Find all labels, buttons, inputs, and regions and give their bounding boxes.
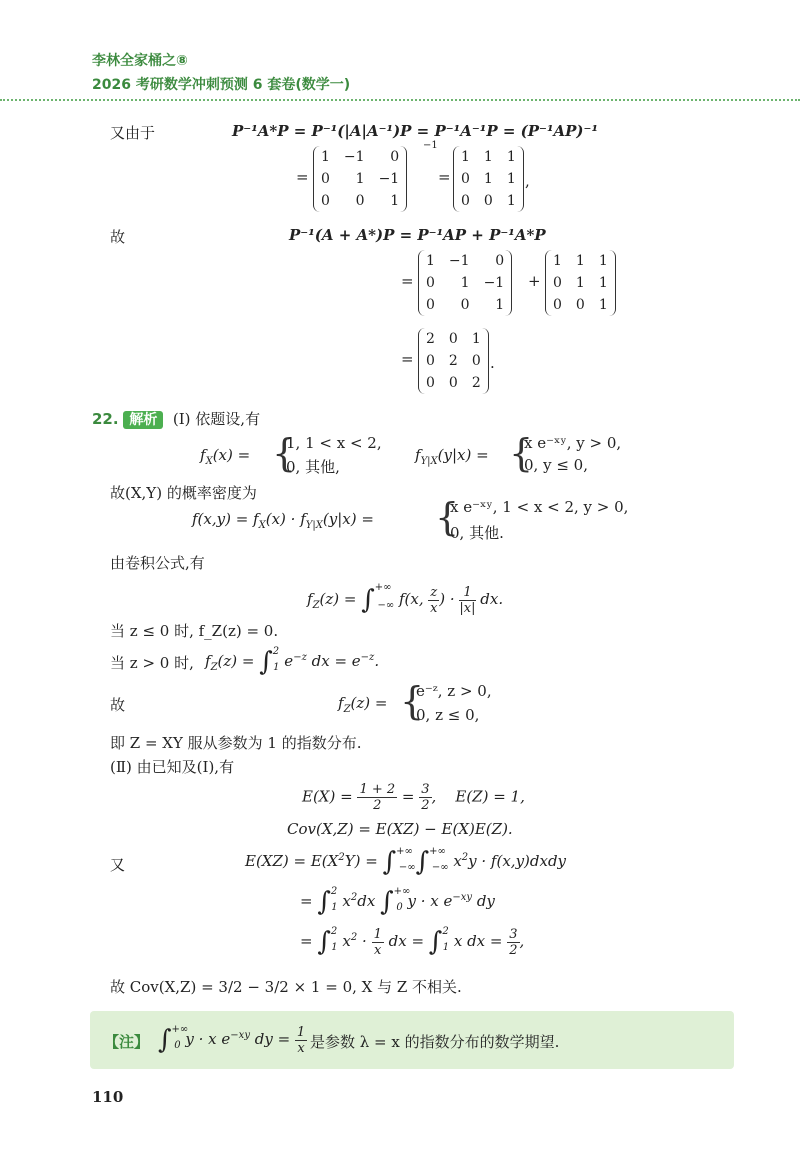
eq-line1: P⁻¹A*P = P⁻¹(|A|A⁻¹)P = P⁻¹A⁻¹P = (P⁻¹AP)⁻¹ xyxy=(232,122,599,140)
matrix-cell: 1 xyxy=(390,193,400,209)
matrix-cell: 0 xyxy=(355,193,365,209)
equals-sign: = xyxy=(296,168,309,186)
equals-sign: = xyxy=(401,272,414,290)
matrix-cell: 0 xyxy=(461,193,470,209)
equals-sign: = xyxy=(401,350,414,368)
fyx-case1: x e⁻ˣʸ, y > 0, xyxy=(524,434,622,452)
matrix-cell: −1 xyxy=(343,149,365,165)
matrix-cell: 0 xyxy=(321,193,330,209)
fz-case1: e⁻ᶻ, z > 0, xyxy=(416,682,492,700)
note-tag: 【注】 xyxy=(104,1033,150,1051)
matrix-row xyxy=(314,190,406,212)
label-gu: 故 xyxy=(110,228,126,246)
matrix-cell: 1 xyxy=(471,331,481,347)
matrix-cell: 1 xyxy=(483,149,493,165)
matrix-row xyxy=(454,190,523,212)
matrix-cell: 1 xyxy=(495,297,505,313)
matrix-cell: −1 xyxy=(448,253,470,269)
matrix-cell: 1 xyxy=(321,149,330,165)
fx-lhs: $f_X(x)$ = xyxy=(200,446,251,467)
matrix-cell: 0 xyxy=(483,193,493,209)
matrix-row xyxy=(419,250,511,272)
matrix-row xyxy=(419,272,511,294)
note-text: 是参数 λ = x 的指数分布的数学期望. xyxy=(310,1033,560,1051)
matrix-cell: 1 xyxy=(461,149,470,165)
matrix-row xyxy=(419,294,511,316)
matrix-cell: 1 xyxy=(598,275,608,291)
matrix-cell: 1 xyxy=(598,253,608,269)
matrix-cell: 0 xyxy=(575,297,585,313)
matrix-cell: 0 xyxy=(461,171,470,187)
note-formula: $\int^{+\infty}_0$ y · x $e^{-xy}$ dy = $\frac{1}{x}$ xyxy=(158,1024,306,1056)
label-you: 又 xyxy=(110,856,126,874)
z-gt0: 当 z > 0 时, xyxy=(110,654,194,672)
matrix-cell: 1 xyxy=(553,253,562,269)
fyx-case2: 0, y ≤ 0, xyxy=(524,456,588,474)
matrix-cell: 1 xyxy=(575,253,585,269)
z-gt0-integral: $f_Z(z) = \int^2_1$ $e^{-z}$ dx = $e^{-z}$. xyxy=(205,646,380,677)
matrix-row xyxy=(419,372,488,394)
label-you-yu: 又由于 xyxy=(110,124,156,142)
final-conclusion: 故 Cov(X,Z) = 3/2 − 3/2 × 1 = 0, X 与 Z 不相关. xyxy=(110,978,462,996)
inverse-matrix xyxy=(313,146,407,212)
series-title: 李林全家桶之⑧ xyxy=(92,53,188,69)
matrix-cell: 2 xyxy=(448,353,458,369)
result-matrix xyxy=(453,146,524,212)
cov-def: Cov(X,Z) = E(XZ) − E(X)E(Z). xyxy=(287,820,513,838)
matrix-cell: 0 xyxy=(495,253,505,269)
question-22-header xyxy=(92,408,260,429)
joint-intro: 故(X,Y) 的概率密度为 xyxy=(110,484,257,502)
matrix-row xyxy=(314,168,406,190)
matrix-cell: 1 xyxy=(483,171,493,187)
brace: { xyxy=(272,431,297,475)
matrix-cell: −1 xyxy=(483,275,505,291)
header-divider xyxy=(0,99,800,101)
question-number: 22. xyxy=(92,410,119,428)
matrix-row xyxy=(454,168,523,190)
analysis-tag: 解析 xyxy=(123,411,163,429)
joint-case2: 0, 其他. xyxy=(450,524,504,542)
exz-line1: $E(XZ) = E(X^2Y) = \int^{+\infty}_{-\infty}\int^{+\infty}_{-\infty}$ $x^2y$ · f(x,y)dxdy xyxy=(245,846,567,877)
matrix-cell: 2 xyxy=(471,375,481,391)
matrix-cell: 1 xyxy=(426,253,435,269)
matrix-cell: 0 xyxy=(426,275,435,291)
inverse-exponent: −1 xyxy=(423,140,438,151)
brace: { xyxy=(509,431,534,475)
matrix-cell: 0 xyxy=(448,375,458,391)
matrix-cell: 1 xyxy=(506,171,516,187)
sum-left-matrix xyxy=(418,250,512,316)
matrix-cell: 1 xyxy=(506,149,516,165)
fx-case1: 1, 1 < x < 2, xyxy=(286,434,382,452)
matrix-cell: 1 xyxy=(575,275,585,291)
joint-case1: x e⁻ˣʸ, 1 < x < 2, y > 0, xyxy=(450,498,629,516)
matrix-cell: 1 xyxy=(460,275,470,291)
matrix-cell: 0 xyxy=(426,375,435,391)
equals-sign: = xyxy=(438,168,451,186)
final-matrix xyxy=(418,328,489,394)
matrix-row xyxy=(454,146,523,168)
fyx-lhs: $f_{Y|X}(y|x)$ = xyxy=(415,446,489,467)
matrix-cell: 0 xyxy=(460,297,470,313)
matrix-cell: 0 xyxy=(553,297,562,313)
conv-intro: 由卷积公式,有 xyxy=(110,554,205,572)
matrix-cell: 0 xyxy=(390,149,400,165)
period: . xyxy=(490,354,495,372)
plus-sign: + xyxy=(528,272,541,290)
eq-line2: P⁻¹(A + A*)P = P⁻¹AP + P⁻¹A*P xyxy=(289,226,546,244)
sum-right-matrix xyxy=(545,250,616,316)
joint-lhs: $f(x,y) = f_X(x) \cdot f_{Y|X}(y|x)$ = xyxy=(192,510,374,531)
matrix-cell: 0 xyxy=(426,297,435,313)
exz-line3: = ∫$^2_1$ $x^2$ · $\frac{1}{x}$ dx = ∫$^2_1$ x dx = $\frac{3}{2}$ , xyxy=(300,926,525,958)
matrix-cell: 0 xyxy=(553,275,562,291)
conclusion-1: 即 Z = XY 服从参数为 1 的指数分布. xyxy=(110,734,362,752)
part1-intro: (Ⅰ) 依题设,有 xyxy=(172,410,261,428)
exz-line2: = ∫$^2_1$ $x^2dx$ $\int^{+\infty}_0$ y · x $e^{-xy}$ dy xyxy=(300,886,495,917)
matrix-row xyxy=(546,294,615,316)
z-le0: 当 z ≤ 0 时, f_Z(z) = 0. xyxy=(110,622,279,640)
fx-case2: 0, 其他, xyxy=(286,458,340,476)
page-number: 110 xyxy=(92,1088,124,1106)
matrix-row xyxy=(314,146,406,168)
matrix-row xyxy=(419,328,488,350)
expectations: E(X) = $\frac{1 + 2}{2}$ = $\frac{3}{2}$ , E(Z) = 1, xyxy=(302,782,525,813)
label-gu: 故 xyxy=(110,696,126,714)
comma: , xyxy=(525,172,530,190)
matrix-row xyxy=(546,250,615,272)
matrix-cell: −1 xyxy=(378,171,400,187)
matrix-cell: 0 xyxy=(448,331,458,347)
matrix-cell: 2 xyxy=(426,331,435,347)
matrix-cell: 0 xyxy=(321,171,330,187)
matrix-cell: 1 xyxy=(598,297,608,313)
matrix-row xyxy=(419,350,488,372)
brace: { xyxy=(435,495,460,539)
matrix-cell: 1 xyxy=(355,171,365,187)
matrix-row xyxy=(546,272,615,294)
matrix-cell: 0 xyxy=(426,353,435,369)
fz-case2: 0, z ≤ 0, xyxy=(416,706,480,724)
matrix-cell: 1 xyxy=(506,193,516,209)
convolution-formula: $f_Z(z) = \int^{+\infty}_{-\infty}$ f(x, $\frac{z}{x}$ ) · $\frac{1}{|x|}$ dx. xyxy=(307,582,504,616)
book-title: 2026 考研数学冲刺预测 6 套卷(数学一) xyxy=(92,77,351,93)
part2-intro: (Ⅱ) 由已知及(Ⅰ),有 xyxy=(110,758,235,776)
fz-lhs: $f_Z(z)$ = xyxy=(338,694,388,715)
brace: { xyxy=(400,679,425,723)
matrix-cell: 0 xyxy=(471,353,481,369)
